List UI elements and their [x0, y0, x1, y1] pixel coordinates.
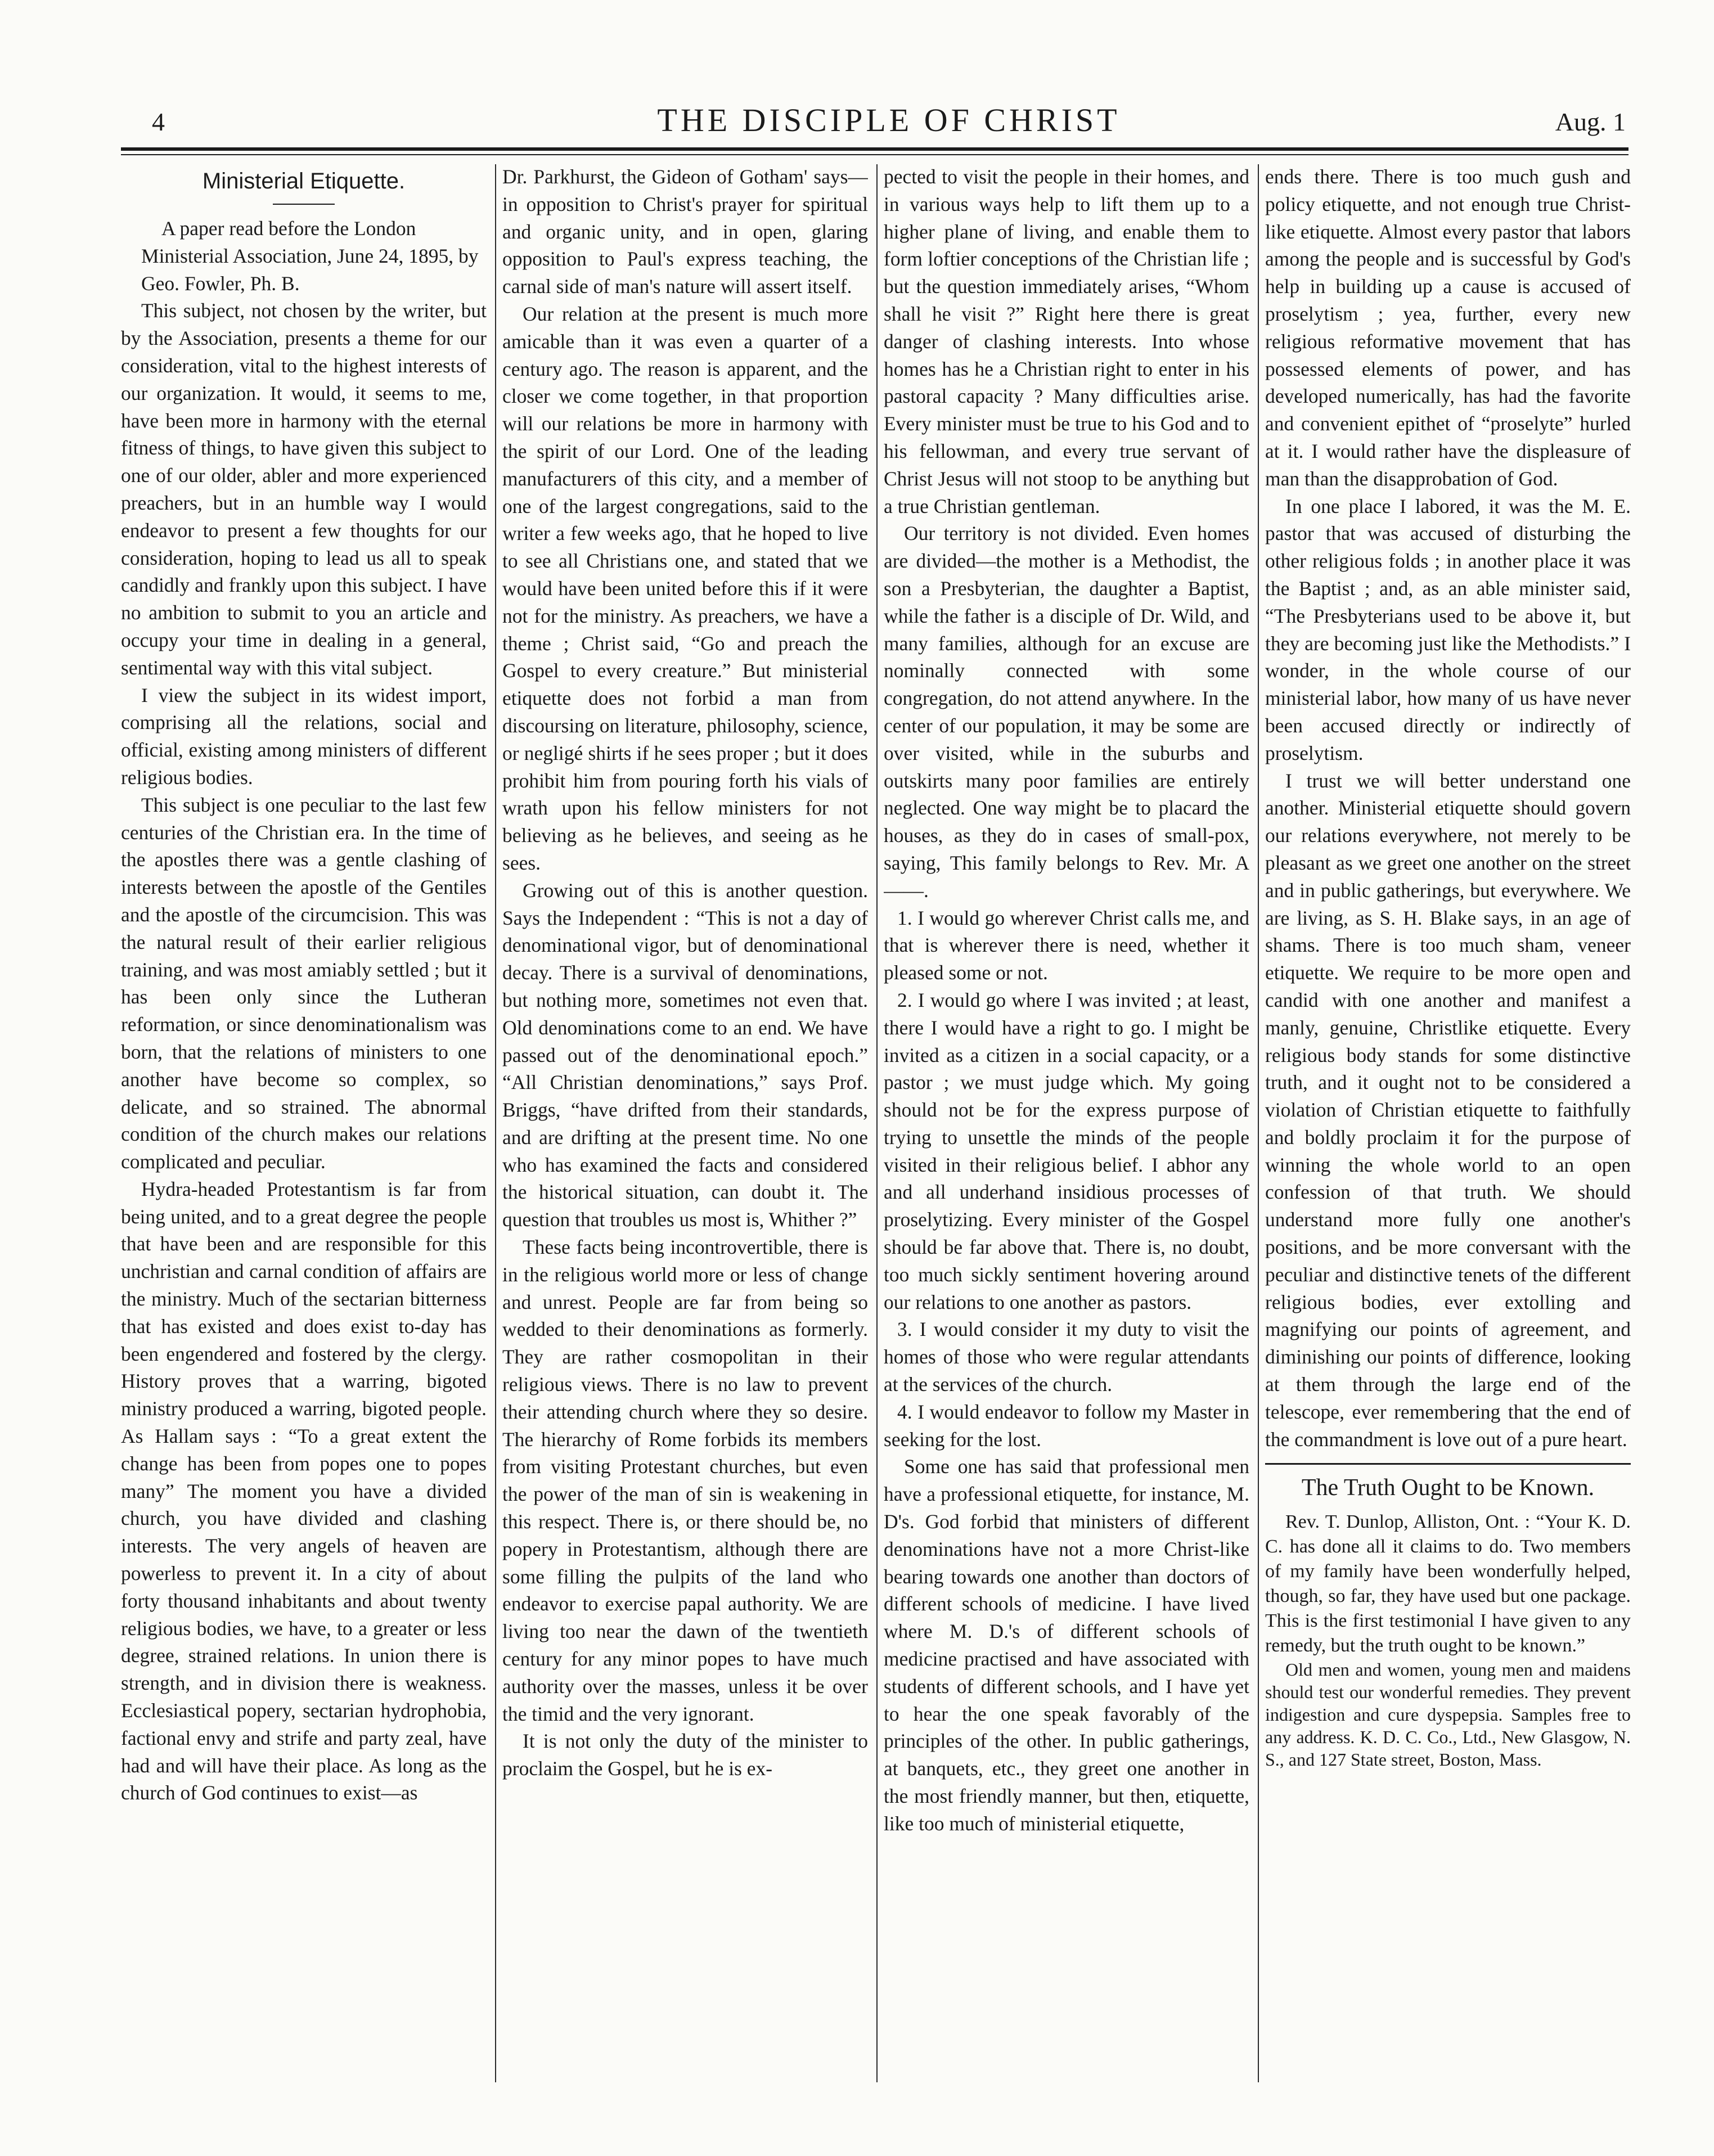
paragraph: I trust we will better understand one another. Ministerial etiquette should govern our relations everywhere, not merely to be pleasant as we greet one another on the street and in public gatherings, but everywhere. We are living, as S. H. Blake says, in an age of shams. There is too much sham, veneer etiquette. We require to be more open and candid with one another and manifest a manly, genuine, Christlike etiquette. Every religious body stands for some distinctive truth, and it ought not to be considered a violation of Christian etiquette to faithfully and boldly proclaim it for the purpose of winning the whole world to an open confession of that truth. We should understand more fully one another's positions, and be more conversant with the peculiar and distinctive tenets of the different religious bodies, ever extolling and magnifying our points of agreement, and diminishing our points of difference, looking at them through the large end of the telescope, ever remembering that the end of the commandment is love out of a pure heart.: [1265, 769, 1631, 1451]
column-divider: [876, 164, 878, 2082]
list-item: 2. I would go where I was invited ; at least, there I would have a right to go. I might be invited as a citizen in a social capacity, or a pastor ; we must judge which. My going should not be for the express purpose of trying to unsettle the minds of the people visited in their religious belief. I abhor any and all underhand insidious processes of proselytizing. Every minister of the Gospel should be far above that. There is, no doubt, too much sickly sentiment hovering around our relations to one another as pastors.: [884, 988, 1249, 1313]
article-title: Ministerial Etiquette.: [202, 169, 406, 193]
list-item: 4. I would endeavor to follow my Master in seeking for the lost.: [884, 1400, 1249, 1451]
paragraph: I view the subject in its widest import, comprising all the relations, social and official, existing among ministers of different religious bodies.: [121, 683, 487, 789]
paragraph: It is not only the duty of the minister to proclaim the Gospel, but he is ex-: [502, 1730, 868, 1780]
page-number: 4: [152, 107, 165, 136]
paragraph: Our territory is not divided. Even homes are divided—the mother is a Methodist, the son a Presbyterian, the daughter a Baptist, while the father is a disciple of Dr. Wild, and many families, although for an excuse are nominally connected with some congregation, do not attend anywhere. In the center of our population, it may be some are over visited, while in the suburbs and outskirts many poor families are entirely neglected. One way might be to placard the houses, as they do in cases of small-pox, saying, This family belongs to Rev. Mr. A——.: [884, 522, 1249, 902]
page-header: [152, 101, 1626, 152]
header-rule-thin: [121, 154, 1628, 155]
paragraph: Some one has said that professional men have a professional etiquette, for instance, M. D's. God forbid that ministers of different denominations have not a more Christ-like bearing towards one another than doctors of different schools of medicine. I have lived where M. D.'s of different schools of medicine practised and have associated with students of different schools, and I have yet to hear the one speak favorably of the principles of the other. In public gatherings, at banquets, etc., they greet one another in the most friendly manner, but then, etiquette, like too much of ministerial etiquette,: [884, 1455, 1249, 1835]
paragraph: This subject is one peculiar to the last few centuries of the Christian era. In the time of the apostles there was a gentle clashing of interests between the apostle of the Gentiles and the apostle of the circumcision. This was the natural result of their earlier religious training, and was most amiably settled ; but it has been only since the Lutheran reformation, or since denominationalism was born, that the relations of ministers to one another have become so complex, so delicate, and so strained. The abnormal condition of the church makes our relations complicated and peculiar.: [121, 793, 487, 1173]
ad-paragraph: Old men and women, young men and maidens should test our wonderful remedies. They prevent indigestion and cure dyspepsia. Samples free to any address. K. D. C. Co., Ltd., New Glasgow, N. S., and 127 State street, Boston, Mass.: [1265, 1659, 1631, 1770]
paragraph: Growing out of this is another question. Says the Independent : “This is not a day of denominational vigor, but of denominational decay. There is a survival of denominations, but nothing more, sometimes not even that. Old denominations come to an end. We have passed out of the denominational epoch.” “All Christian denominations,” says Prof. Briggs, “have drifted from their standards, and are drifting at the present time. No one who has examined the facts and considered the historical situation, can doubt it. The question that troubles us most is, Whither ?”: [502, 879, 868, 1231]
column-2: [502, 163, 868, 2087]
ad-paragraph: Rev. T. Dunlop, Alliston, Ont. : “Your K. D. C. has done all it claims to do. Two members of my family have been wonderfully helped, though, so far, they have used but one package. This is the first testimonial I have given to any remedy, but the truth ought to be known.”: [1265, 1511, 1631, 1657]
header-rule: [121, 147, 1628, 151]
section-divider: [1265, 1463, 1631, 1465]
paragraph: ends there. There is too much gush and policy etiquette, and not enough true Christ-like etiquette. Almost every pastor that labors among the people and is successful by God's help in building up a cause is accused of proselytism ; yea, further, every new religious reformative movement that has possessed elements of power, and has developed numerically, has had the favorite and convenient epithet of “proselyte” hurled at it. I would rather have the displeasure of man than the disapprobation of God.: [1265, 165, 1631, 490]
article-byline: A paper read before the London Ministerial Association, June 24, 1895, by Geo. Fowler, Ph. B.: [141, 217, 479, 295]
list-item: 3. I would consider it my duty to visit the homes of those who were regular attendants at the services of the church.: [884, 1318, 1249, 1396]
column-divider: [495, 164, 496, 2082]
list-item: 1. I would go wherever Christ calls me, and that is wherever there is need, whether it pleased some or not.: [884, 906, 1249, 984]
column-4: [1265, 163, 1631, 2087]
paragraph: Dr. Parkhurst, the Gideon of Gotham' says—in opposition to Christ's prayer for spiritual and organic unity, and in open, glaring opposition to Paul's express teaching, the carnal side of man's nature will assert itself.: [502, 165, 868, 298]
paragraph: These facts being incontrovertible, there is in the religious world more or less of change and unrest. People are far from being so wedded to their denominations as formerly. They are rather cosmopolitan in their religious views. There is no law to prevent their attending church where they so desire. The hierarchy of Rome forbids its members from visiting Protestant churches, but even the power of the man of sin is weakening in this respect. There is, or there should be, no popery in Protestantism, although there are some filling the pulpits of the land who endeavor to exercise papal authority. We are living too near the dawn of the twentieth century for any minor popes to have much authority over the masses, unless it be over the timid and the very ignorant.: [502, 1236, 868, 1725]
advertisement: [1265, 1471, 1631, 1771]
issue-date: Aug. 1: [1555, 107, 1626, 136]
column-divider: [1258, 164, 1259, 2082]
paragraph: Hydra-headed Protestantism is far from being united, and to a great degree the people that have been and are responsible for this unchristian and carnal condition of affairs are the ministry. Much of the sectarian bitterness that has existed and does exist to-day has been engendered and fostered by the clergy. History proves that a warring, bigoted ministry produced a warring, bigoted people. As Hallam says : “To a great extent the change has been from popes one to popes many” The moment you have a divided church, you have divided and clashing interests. The very angels of heaven are powerless to prevent it. In a city of about forty thousand inhabitants and about twenty religious bodies, we have, to a greater or less degree, strained relations. In union there is strength, and in division there is weakness. Ecclesiastical popery, sectarian hydrophobia, factional envy and strife and party zeal, have had and will have their place. As long as the church of God continues to exist—as: [121, 1177, 487, 1804]
title-rule: [273, 204, 335, 205]
paragraph: In one place I labored, it was the M. E. pastor that was accused of disturbing the other religious folds ; in another place it was the Baptist ; and, as an able minister said, “The Presbyterians used to be above it, but they are becoming just like the Methodists.” I wonder, in the whole course of our ministerial labor, how many of us have never been accused directly or indirectly of proselytism.: [1265, 494, 1631, 764]
column-1: [121, 163, 487, 2087]
paragraph: pected to visit the people in their homes, and in various ways help to lift them up to a higher plane of living, and enable them to form loftier conceptions of the Christian life ; but the question immediately arises, “Whom shall he visit ?” Right here there is great danger of clashing interests. Into whose homes has he a Christian right to enter in his pastoral capacity ? Many difficulties arise. Every minister must be true to his God and to his fellowman, and every true servant of Christ Jesus will not stoop to be anything but a true Christian gentleman.: [884, 165, 1249, 517]
paragraph: Our relation at the present is much more amicable than it was even a quarter of a century ago. The reason is apparent, and the closer we come together, in that proportion will our relations be more in harmony with the spirit of our Lord. One of the leading manufacturers of this city, and a member of one of the largest congregations, said to the writer a few weeks ago, that he hoped to live to see all Christians one, and stated that we would have been united before this if it were not for the ministry. As preachers, we have a theme ; Christ said, “Go and preach the Gospel to every creature.” But ministerial etiquette does not forbid a man from discoursing on literature, philosophy, science, or negligé shirts if he sees proper ; but it does prohibit him from pouring forth his vials of wrath upon his fellow ministers for not believing as he believes, and seeing as he sees.: [502, 302, 868, 874]
masthead: THE DISCIPLE OF CHRIST: [657, 102, 1121, 138]
column-3: [884, 163, 1249, 2087]
paragraph: This subject, not chosen by the writer, but by the Association, presents a theme for our consideration, vital to the highest interests of our organization. It would, it seems to me, have been more in harmony with the eternal fitness of things, to have given this subject to one of our older, abler and more experienced preachers, but in an humble way I would endeavor to present a few thoughts for our consideration, hoping to lead us all to speak candidly and frankly upon this subject. I have no ambition to submit to you an article and occupy your time in dealing in a general, sentimental way with this vital subject.: [121, 299, 487, 679]
ad-title: The Truth Ought to be Known.: [1301, 1475, 1595, 1501]
